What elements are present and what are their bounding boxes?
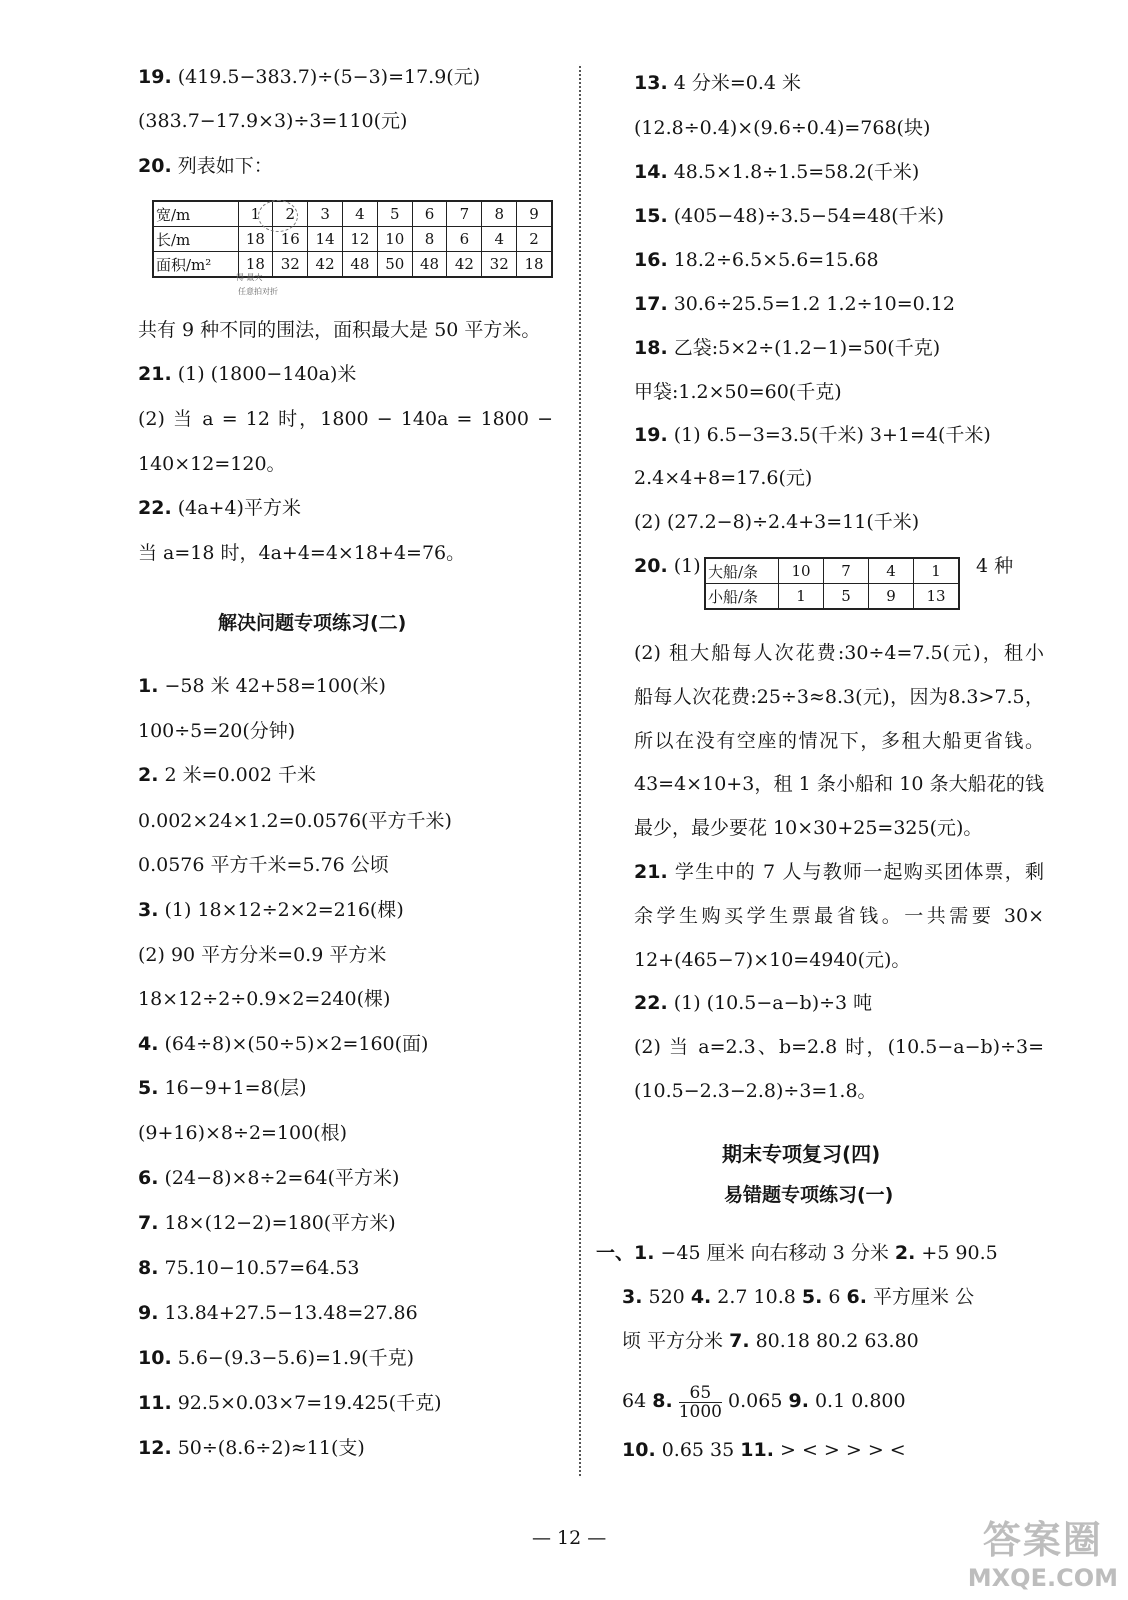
answer-line: 2. 2 米=0.002 千米 [138, 764, 316, 786]
answer-line: 船每人次花费:25÷3≈8.3(元)，因为8.3>7.5， [634, 686, 1044, 708]
answer-line: 3. (1) 18×12÷2×2=216(棵) [138, 899, 404, 921]
answer-line: 所以在没有空座的情况下，多租大船更省钱。 [634, 730, 1044, 752]
answer-line: 7. 18×(12−2)=180(平方米) [138, 1212, 396, 1234]
table-cell: 4 [482, 227, 517, 252]
answer-line: 一、1. −45 厘米 向右移动 3 分米 2. +5 90.5 [596, 1242, 998, 1264]
answer-line: 顷 平方分米 7. 80.18 80.2 63.80 [622, 1330, 919, 1352]
fraction: $\frac{65}{1000}$ [678, 1382, 722, 1422]
table-cell: 6 [447, 227, 482, 252]
table-cell: 9 [517, 201, 552, 227]
table-cell: 1 [779, 584, 824, 610]
table-row [705, 584, 959, 610]
answer-line: 6. (24−8)×8÷2=64(平方米) [138, 1167, 400, 1189]
answer-line: 共有 9 种不同的围法，面积最大是 50 平方米。 [138, 319, 541, 341]
table-cell: 1 [238, 201, 273, 227]
table-cell: 50 [377, 252, 412, 278]
answer-line: 16. 18.2÷6.5×5.6=15.68 [634, 249, 879, 271]
table-cell: 2 [273, 201, 308, 227]
boat-table [704, 557, 960, 610]
table-cell: 9 [869, 584, 914, 610]
answer-line: 64 8. $\frac{65}{1000}$ 0.065 9. 0.1 0.800 [622, 1382, 906, 1422]
answer-line: (2) 当 a=2.3、b=2.8 时，(10.5−a−b)÷3= [634, 1036, 1044, 1058]
row-header: 小船/条 [705, 584, 779, 610]
column-divider [579, 66, 581, 1476]
answer-line: 8. 75.10−10.57=64.53 [138, 1257, 360, 1279]
answer-line: 甲袋:1.2×50=60(千克) [634, 381, 842, 403]
answer-line: 当 a=18 时，4a+4=4×18+4=76。 [138, 542, 466, 564]
answer-line: 0.002×24×1.2=0.0576(平方千米) [138, 810, 452, 832]
table-row [153, 201, 552, 227]
pencil-circle [258, 200, 298, 232]
table-cell: 7 [824, 558, 869, 584]
table-cell: 12 [343, 227, 378, 252]
answer-line: 2.4×4+8=17.6(元) [634, 467, 813, 489]
table-cell: 16 [273, 227, 308, 252]
table-cell: 5 [377, 201, 412, 227]
table-cell: 48 [343, 252, 378, 278]
row-header: 大船/条 [705, 558, 779, 584]
answer-line: (12.8÷0.4)×(9.6÷0.4)=768(块) [634, 117, 931, 139]
table-cell: 1 [914, 558, 960, 584]
section-heading: 易错题专项练习(一) [724, 1184, 894, 1206]
table-cell: 5 [824, 584, 869, 610]
table-cell: 32 [273, 252, 308, 278]
table-cell: 32 [482, 252, 517, 278]
row-header: 面积/m² [153, 252, 238, 278]
table-cell: 48 [412, 252, 447, 278]
watermark-logo: 答案圈 MXQE.COM [967, 1518, 1118, 1592]
answer-line: 5. 16−9+1=8(层) [138, 1077, 307, 1099]
row-header: 宽/m [153, 201, 238, 227]
answer-line: 3. 520 4. 2.7 10.8 5. 6 6. 平方厘米 公 [622, 1286, 975, 1308]
pencil-note: 任意拍对折 [238, 287, 278, 296]
table-cell: 10 [779, 558, 824, 584]
section-heading: 解决问题专项练习(二) [218, 612, 407, 634]
table-cell: 3 [308, 201, 343, 227]
answer-line: 10. 0.65 35 11. > < > > > < [622, 1439, 906, 1461]
table-cell: 13 [914, 584, 960, 610]
chapter-heading: 期末专项复习(四) [722, 1142, 881, 1166]
answer-line: (9+16)×8÷2=100(根) [138, 1122, 348, 1144]
answer-line: 21. (1) (1800−140a)米 [138, 363, 357, 385]
table-cell: 4 [869, 558, 914, 584]
answer-line: 最少，最少要花 10×30+25=325(元)。 [634, 817, 983, 839]
table-note: 4 种 [976, 555, 1014, 577]
answer-line: 19. (1) 6.5−3=3.5(千米) 3+1=4(千米) [634, 424, 991, 446]
answer-line: 100÷5=20(分钟) [138, 720, 296, 742]
answer-line: 17. 30.6÷25.5=1.2 1.2÷10=0.12 [634, 293, 955, 315]
table-cell: 7 [447, 201, 482, 227]
answer-line: (383.7−17.9×3)÷3=110(元) [138, 110, 408, 132]
answer-line: 13. 4 分米=0.4 米 [634, 72, 802, 94]
table-row [153, 252, 552, 278]
answer-line: (2) 当 a = 12 时，1800 − 140a = 1800 − [138, 408, 553, 430]
answer-line: 20. (1) [634, 555, 701, 577]
answer-line: (2) (27.2−8)÷2.4+3=11(千米) [634, 511, 920, 533]
table-cell: 8 [482, 201, 517, 227]
page-number: — 12 — [532, 1527, 607, 1549]
answer-line: 12. 50÷(8.6÷2)≈11(支) [138, 1437, 365, 1459]
answer-line: 9. 13.84+27.5−13.48=27.86 [138, 1302, 418, 1324]
answer-line: (2) 90 平方分米=0.9 平方米 [138, 944, 387, 966]
area-table [152, 200, 553, 278]
table-row [705, 558, 959, 584]
answer-line: 22. (4a+4)平方米 [138, 497, 301, 519]
table-cell: 18 [238, 252, 273, 278]
answer-line: (10.5−2.3−2.8)÷3=1.8。 [634, 1080, 877, 1102]
answer-line: 140×12=120。 [138, 453, 286, 475]
table-cell: 2 [517, 227, 552, 252]
answer-line: 15. (405−48)÷3.5−54=48(千米) [634, 205, 945, 227]
row-header: 长/m [153, 227, 238, 252]
table-cell: 14 [308, 227, 343, 252]
table-cell: 6 [412, 201, 447, 227]
table-cell: 42 [447, 252, 482, 278]
table-cell: 42 [308, 252, 343, 278]
answer-line: 18×12÷2÷0.9×2=240(棵) [138, 988, 391, 1010]
table-cell: 10 [377, 227, 412, 252]
answer-line: (2) 租大船每人次花费:30÷4=7.5(元)，租小 [634, 642, 1044, 664]
answer-line: 12+(465−7)×10=4940(元)。 [634, 949, 911, 971]
answer-line: 14. 48.5×1.8÷1.5=58.2(千米) [634, 161, 920, 183]
answer-line: 11. 92.5×0.03×7=19.425(千克) [138, 1392, 442, 1414]
answer-line: 20. 列表如下： [138, 155, 273, 177]
answer-line: 22. (1) (10.5−a−b)÷3 吨 [634, 992, 873, 1014]
answer-line: 19. (419.5−383.7)÷(5−3)=17.9(元) [138, 66, 481, 88]
answer-line: 余学生购买学生票最省钱。一共需要 30× [634, 905, 1044, 927]
answer-line: 4. (64÷8)×(50÷5)×2=160(面) [138, 1033, 429, 1055]
table-row [153, 227, 552, 252]
table-cell: 18 [238, 227, 273, 252]
table-cell: 8 [412, 227, 447, 252]
table-cell: 18 [517, 252, 552, 278]
answer-line: 0.0576 平方千米=5.76 公顷 [138, 854, 389, 876]
pencil-note: 得 最大 [236, 273, 263, 282]
answer-line: 10. 5.6−(9.3−5.6)=1.9(千克) [138, 1347, 414, 1369]
answer-line: 43=4×10+3，租 1 条小船和 10 条大船花的钱 [634, 773, 1044, 795]
table-cell: 4 [343, 201, 378, 227]
answer-line: 21. 学生中的 7 人与教师一起购买团体票，剩 [634, 861, 1044, 883]
answer-line: 1. −58 米 42+58=100(米) [138, 675, 386, 697]
answer-line: 18. 乙袋:5×2÷(1.2−1)=50(千克) [634, 337, 941, 359]
